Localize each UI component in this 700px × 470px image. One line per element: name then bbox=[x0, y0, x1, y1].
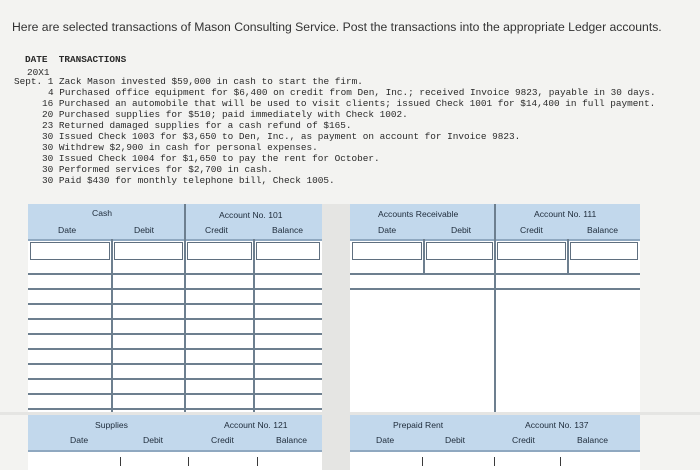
prepaid-rent-input-marker bbox=[560, 457, 561, 466]
transaction-text: Withdrew $2,900 in cash for personal expenses. bbox=[58, 142, 318, 153]
cash-row bbox=[28, 363, 322, 365]
ledger-gap bbox=[322, 204, 350, 470]
supplies-col-balance: Balance bbox=[276, 435, 308, 445]
ar-col-debit: Debit bbox=[451, 225, 472, 235]
prepaid-rent-ledger-header bbox=[350, 415, 640, 452]
transaction-date: 30 bbox=[42, 164, 54, 175]
cash-col-balance: Balance bbox=[272, 225, 304, 235]
cash-row bbox=[28, 288, 322, 290]
transaction-text: Performed services for $2,700 in cash. bbox=[58, 164, 273, 175]
transaction-date: 30 bbox=[42, 153, 54, 164]
cash-divider bbox=[111, 239, 113, 412]
transaction-date: 30 bbox=[42, 175, 54, 186]
date-column-header: DATE bbox=[25, 54, 48, 65]
transaction-row bbox=[42, 109, 408, 120]
prepaid-rent-input-marker bbox=[422, 457, 423, 466]
supplies-input-marker bbox=[120, 457, 121, 466]
transactions-year: 20X1 bbox=[27, 67, 50, 78]
transaction-date: 23 bbox=[42, 120, 54, 131]
supplies-input-marker bbox=[188, 457, 189, 466]
cash-row bbox=[28, 318, 322, 320]
supplies-account-number: Account No. 121 bbox=[224, 420, 288, 430]
transaction-row bbox=[14, 76, 363, 87]
supplies-col-credit: Credit bbox=[211, 435, 234, 445]
supplies-col-date: Date bbox=[70, 435, 89, 445]
cash-ledger-header bbox=[28, 204, 322, 241]
ar-debit-input[interactable] bbox=[426, 242, 493, 260]
transaction-date: 30 bbox=[42, 131, 54, 142]
cash-row bbox=[28, 303, 322, 305]
prepaid-rent-col-date: Date bbox=[376, 435, 395, 445]
transaction-date: 4 bbox=[48, 87, 54, 98]
transaction-row bbox=[42, 164, 273, 175]
ar-col-balance: Balance bbox=[587, 225, 619, 235]
cash-row bbox=[28, 393, 322, 395]
transaction-text: Purchased office equipment for $6,400 on credit from Den, Inc.; received Invoice 9823, payable in 30 days. bbox=[59, 87, 656, 98]
ar-divider bbox=[423, 239, 425, 274]
supplies-ledger-header bbox=[28, 415, 322, 452]
ar-account-number: Account No. 111 bbox=[534, 209, 597, 219]
cash-credit-input[interactable] bbox=[187, 242, 252, 260]
instructions: Here are selected transactions of Mason Consulting Service. Post the transactions into the appropriate Ledger accounts. bbox=[12, 20, 662, 34]
cash-row bbox=[28, 333, 322, 335]
ar-col-date: Date bbox=[378, 225, 397, 235]
cash-col-debit: Debit bbox=[134, 225, 155, 235]
cash-balance-input[interactable] bbox=[256, 242, 320, 260]
transaction-date: 16 bbox=[42, 98, 54, 109]
prepaid-rent-ledger bbox=[350, 415, 640, 470]
prepaid-rent-account-name: Prepaid Rent bbox=[393, 420, 444, 430]
cash-col-date: Date bbox=[58, 225, 77, 235]
cash-account-number: Account No. 101 bbox=[219, 210, 283, 220]
transaction-text: Zack Mason invested $59,000 in cash to start the firm. bbox=[59, 76, 363, 87]
supplies-ledger bbox=[28, 415, 322, 470]
transaction-text: Purchased an automobile that will be used to visit clients; issued Check 1001 for $14,400 in full payment. bbox=[58, 98, 656, 109]
transaction-text: Purchased supplies for $510; paid immediately with Check 1002. bbox=[58, 109, 408, 120]
cash-divider bbox=[184, 204, 186, 412]
supplies-input-marker bbox=[257, 457, 258, 466]
ar-col-credit: Credit bbox=[520, 225, 543, 235]
transaction-date: 30 bbox=[42, 142, 54, 153]
prepaid-rent-col-debit: Debit bbox=[445, 435, 466, 445]
prepaid-rent-input-marker bbox=[494, 457, 495, 466]
transaction-text: Issued Check 1004 for $1,650 to pay the rent for October. bbox=[58, 153, 380, 164]
ar-date-input[interactable] bbox=[352, 242, 422, 260]
transactions-column-header: TRANSACTIONS bbox=[58, 54, 127, 65]
cash-debit-input[interactable] bbox=[114, 242, 183, 260]
ar-balance-input[interactable] bbox=[570, 242, 638, 260]
cash-date-input[interactable] bbox=[30, 242, 110, 260]
cash-row bbox=[28, 348, 322, 350]
transaction-text: Issued Check 1003 for $3,650 to Den, Inc., as payment on account for Invoice 9823. bbox=[58, 131, 521, 142]
cash-col-credit: Credit bbox=[205, 225, 228, 235]
ar-divider bbox=[567, 239, 569, 274]
ar-row bbox=[350, 288, 640, 290]
transaction-row bbox=[42, 98, 655, 109]
ar-row bbox=[350, 273, 640, 275]
ar-account-name: Accounts Receivable bbox=[378, 209, 459, 219]
transaction-row bbox=[42, 175, 335, 186]
transactions-header bbox=[25, 54, 126, 65]
accounts-receivable-ledger bbox=[350, 204, 640, 412]
transaction-date: Sept. 1 bbox=[14, 76, 54, 87]
ar-divider bbox=[494, 204, 496, 412]
cash-account-name: Cash bbox=[92, 208, 113, 218]
supplies-account-name: Supplies bbox=[95, 420, 128, 430]
prepaid-rent-col-balance: Balance bbox=[577, 435, 609, 445]
prepaid-rent-account-number: Account No. 137 bbox=[525, 420, 589, 430]
transaction-row bbox=[42, 153, 380, 164]
cash-row bbox=[28, 378, 322, 380]
cash-row bbox=[28, 408, 322, 410]
cash-ledger bbox=[28, 204, 322, 412]
prepaid-rent-col-credit: Credit bbox=[512, 435, 535, 445]
transaction-row bbox=[42, 131, 520, 142]
cash-divider bbox=[253, 239, 255, 412]
transaction-text: Paid $430 for monthly telephone bill, Check 1005. bbox=[58, 175, 335, 186]
supplies-col-debit: Debit bbox=[143, 435, 164, 445]
ar-credit-input[interactable] bbox=[497, 242, 566, 260]
transaction-row bbox=[42, 142, 318, 153]
transaction-date: 20 bbox=[42, 109, 54, 120]
transaction-text: Returned damaged supplies for a cash refund of $165. bbox=[58, 120, 352, 131]
transaction-row bbox=[48, 87, 656, 98]
cash-row bbox=[28, 273, 322, 275]
transaction-row bbox=[42, 120, 351, 131]
